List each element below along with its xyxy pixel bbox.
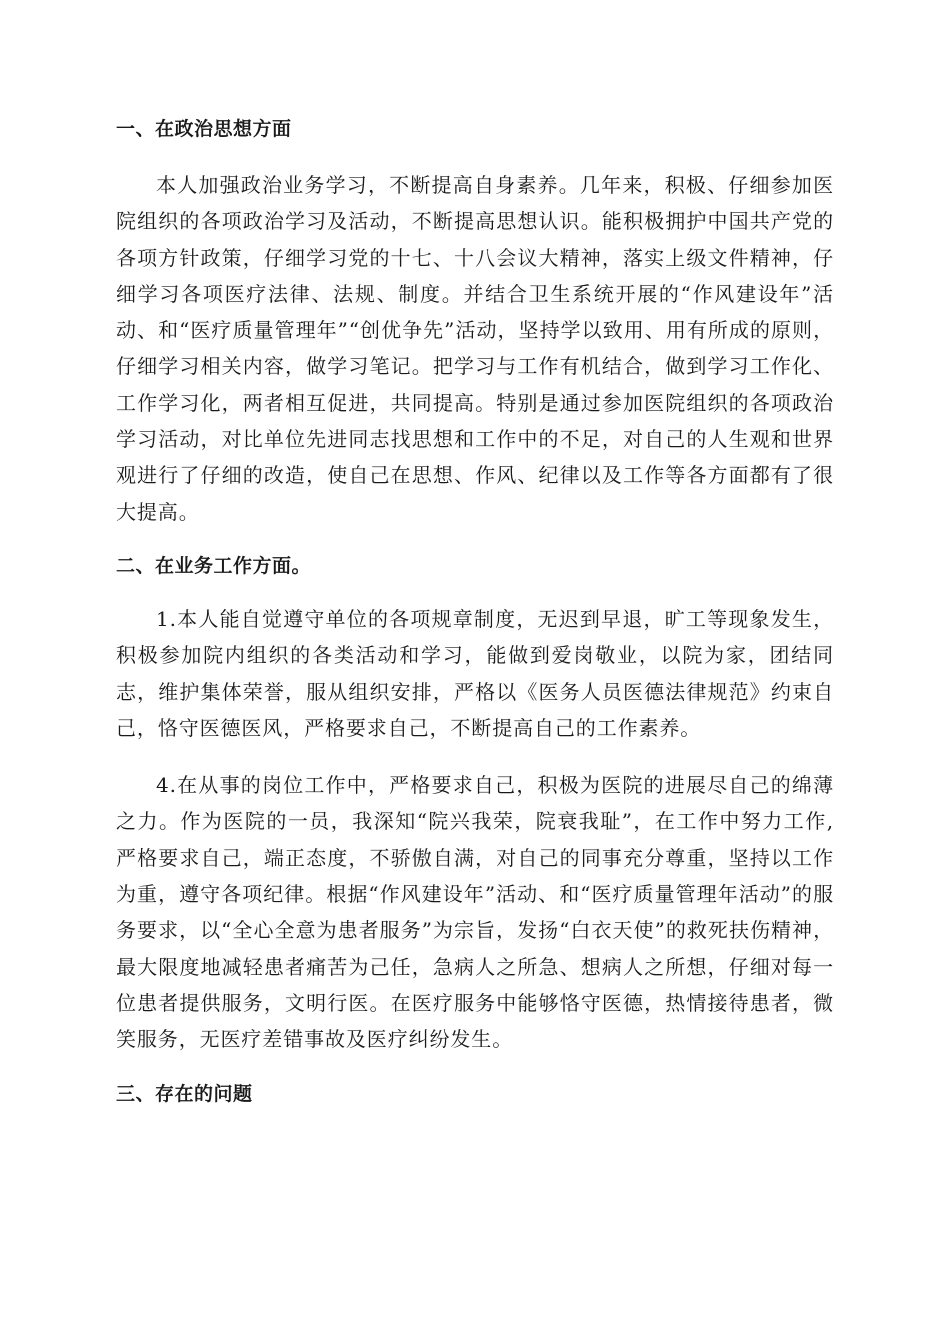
paragraph-business-1: 1.本人能自觉遵守单位的各项规章制度，无迟到早退，旷工等现象发生，积极参加院内组织的各类活动和学习，能做到爱岗敬业，以院为家，团结同志，维护集体荣誉，服从组织安排，严格以《医务人员医德法律规范》约束自己，恪守医德医风，严格要求自己，不断提高自己的工作素养。 (116, 606, 834, 740)
section-heading-political: 一、在政治思想方面 (116, 118, 292, 140)
section-heading-business: 二、在业务工作方面。 (116, 554, 312, 577)
document-page (116, 111, 834, 1112)
paragraph-business-4: 4.在从事的岗位工作中，严格要求自己，积极为医院的进展尽自己的绵薄之力。作为医院的一员，我深知“院兴我荣，院衰我耻”，在工作中努力工作,严格要求自己，端正态度，不骄傲自满，对自己的同事充分尊重，坚持以工作为重，遵守各项纪律。根据“作风建设年”活动、和“医疗质量管理年活动”的服务要求，以“全心全意为患者服务”为宗旨，发扬“白衣天使”的救死扶伤精神，最大限度地减轻患者痛苦为己任，急病人之所急、想病人之所想，仔细对每一位患者提供服务，文明行医。在医疗服务中能够恪守医德，热情接待患者，微笑服务，无医疗差错事故及医疗纠纷发生。 (116, 773, 834, 1052)
paragraph-political: 本人加强政治业务学习，不断提高自身素养。几年来，积极、仔细参加医院组织的各项政治学习及活动，不断提高思想认识。能积极拥护中国共产党的各项方针政策，仔细学习党的十七、十八会议大精神，落实上级文件精神，仔细学习各项医疗法律、法规、制度。并结合卫生系统开展的“作风建设年”活动、和“医疗质量管理年”“创优争先”活动，坚持学以致用、用有所成的原则，仔细学习相关内容，做学习笔记。把学习与工作有机结合，做到学习工作化、工作学习化，两者相互促进，共同提高。特别是通过参加医院组织的各项政治学习活动，对比单位先进同志找思想和工作中的不足，对自己的人生观和世界观进行了仔细的改造，使自己在思想、作风、纪律以及工作等各方面都有了很大提高。 (116, 173, 834, 524)
section-heading-problems: 三、存在的问题 (116, 1082, 253, 1105)
